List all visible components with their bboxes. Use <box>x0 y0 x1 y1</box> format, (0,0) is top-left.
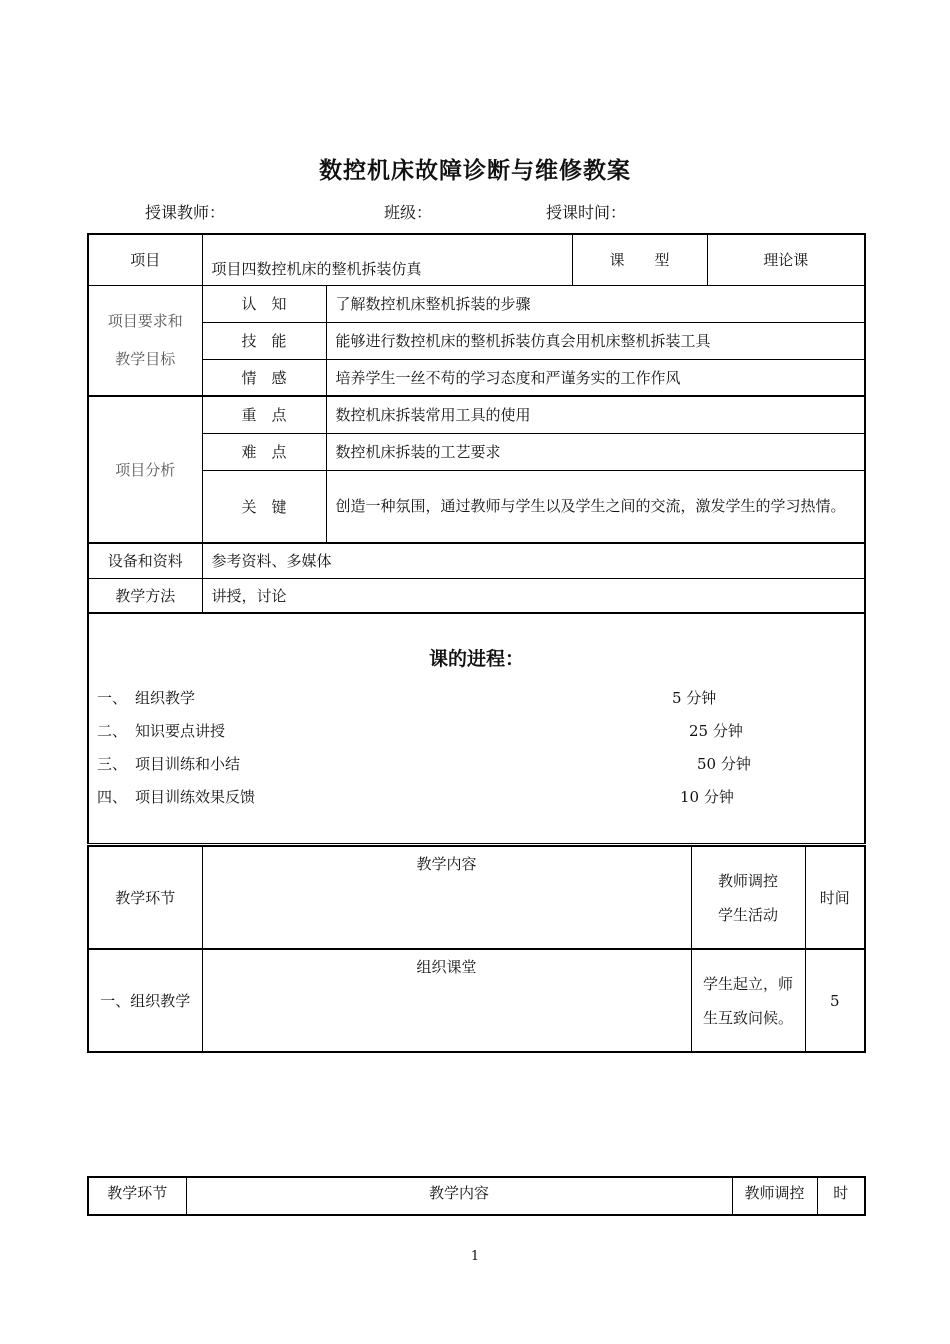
equipment-value: 参考资料、多媒体 <box>202 543 865 578</box>
row-content: 组织课堂 <box>202 949 691 1052</box>
goal-cognitive-label: 认 知 <box>202 285 326 322</box>
row-time: 5 <box>805 949 865 1052</box>
col-teacher-header-line1: 教师调控 <box>717 871 778 890</box>
progress-item-time: 25 分钟 <box>689 722 743 740</box>
col-time-header: 时间 <box>805 846 865 949</box>
progress-item <box>97 786 255 807</box>
type-value: 理论课 <box>707 234 865 285</box>
progress-item <box>97 753 240 774</box>
analysis-crux-label: 关 键 <box>202 470 326 543</box>
type-label: 课 型 <box>572 234 707 285</box>
progress-item-name: 知识要点讲授 <box>135 722 226 740</box>
goal-emotion-value: 培养学生一丝不苟的学习态度和严谨务实的工作作风 <box>326 359 865 396</box>
analysis-difficulty-label: 难 点 <box>202 433 326 470</box>
progress-item-time: 10 分钟 <box>680 788 734 806</box>
goals-label-line2: 教学目标 <box>115 350 176 369</box>
next-col-time: 时 <box>817 1177 865 1215</box>
analysis-difficulty-value: 数控机床拆装的工艺要求 <box>326 433 865 470</box>
analysis-key-label: 重 点 <box>202 396 326 433</box>
progress-item-num: 二、 <box>97 722 128 740</box>
row-activity <box>691 949 805 1052</box>
progress-title: 课的进程： <box>429 648 525 670</box>
next-col-stage: 教学环节 <box>88 1177 186 1215</box>
progress-item-name: 组织教学 <box>135 689 196 707</box>
goal-skill-label: 技 能 <box>202 322 326 359</box>
method-label: 教学方法 <box>88 578 202 613</box>
goals-label-line1: 项目要求和 <box>107 312 183 331</box>
class-label: 班级： <box>384 203 433 222</box>
goal-skill-value: 能够进行数控机床的整机拆装仿真会用机床整机拆装工具 <box>326 322 865 359</box>
row-activity-line1: 学生起立，师 <box>702 974 793 993</box>
progress-item-num: 四、 <box>97 788 128 806</box>
next-col-content: 教学内容 <box>186 1177 732 1215</box>
page-number: 1 <box>470 1249 480 1264</box>
next-col-teacher: 教师调控 <box>732 1177 817 1215</box>
analysis-crux-value: 创造一种氛围，通过教师与学生以及学生之间的交流，激发学生的学习热情。 <box>326 470 865 543</box>
progress-item-num: 三、 <box>97 755 128 773</box>
project-value: 项目四数控机床的整机拆装仿真 <box>202 234 572 285</box>
analysis-label: 项目分析 <box>88 396 202 543</box>
next-page-header-table <box>87 1176 866 1216</box>
teacher-label: 授课教师： <box>145 203 226 222</box>
goals-label <box>88 285 202 396</box>
analysis-key-value: 数控机床拆装常用工具的使用 <box>326 396 865 433</box>
project-label: 项目 <box>88 234 202 285</box>
col-teacher-header <box>691 846 805 949</box>
goal-emotion-label: 情 感 <box>202 359 326 396</box>
progress-item <box>97 687 195 708</box>
row-activity-line2: 生互致问候。 <box>702 1008 793 1027</box>
col-stage-header: 教学环节 <box>88 846 202 949</box>
teaching-steps-table <box>87 845 866 1053</box>
col-teacher-header-line2: 学生活动 <box>717 905 778 924</box>
progress-section <box>88 613 865 844</box>
goal-cognitive-value: 了解数控机床整机拆装的步骤 <box>326 285 865 322</box>
row-stage: 一、组织教学 <box>88 949 202 1052</box>
time-label: 授课时间： <box>546 203 627 222</box>
equipment-label: 设备和资料 <box>88 543 202 578</box>
progress-item <box>97 720 225 741</box>
progress-item-name: 项目训练和小结 <box>135 755 241 773</box>
page-title: 数控机床故障诊断与维修教案 <box>319 158 631 184</box>
method-value: 讲授，讨论 <box>202 578 865 613</box>
col-content-header: 教学内容 <box>202 846 691 949</box>
progress-item-name: 项目训练效果反馈 <box>135 788 256 806</box>
progress-item-time: 5 分钟 <box>672 689 717 707</box>
progress-item-time: 50 分钟 <box>697 755 751 773</box>
progress-item-num: 一、 <box>97 689 128 707</box>
lesson-info-table <box>87 233 866 844</box>
